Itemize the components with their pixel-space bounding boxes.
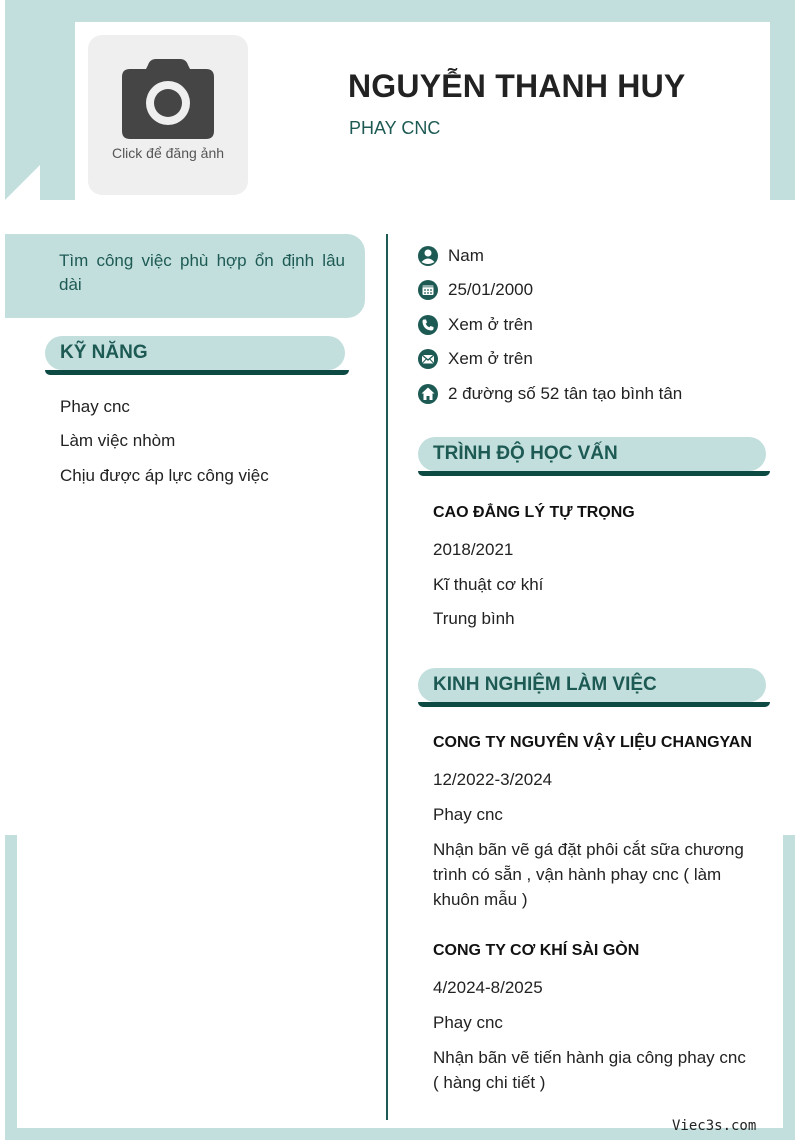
contact-phone — [417, 313, 533, 337]
job-description: Nhận bãn vẽ gá đặt phôi cắt sữa chương trình có sẵn , vận hành phay cnc ( làm khuôn mẫu ) — [433, 840, 744, 909]
job-period: 4/2024-8/2025 — [433, 978, 543, 997]
candidate-name: NGUYỄN THANH HUY — [348, 68, 686, 104]
camera-icon — [120, 57, 216, 141]
contact-birthday — [417, 278, 533, 302]
envelope-icon — [417, 348, 439, 370]
skill-item: Phay cnc — [60, 397, 130, 416]
career-objective: Tìm công việc phù hợp ổn định lâu dài — [5, 234, 365, 318]
job-period: 12/2022-3/2024 — [433, 770, 553, 789]
email-value: Xem ở trên — [448, 349, 533, 368]
contact-email — [417, 347, 533, 371]
skill-item: Làm việc nhòm — [60, 431, 176, 450]
address-value: 2 đường số 52 tân tạo bình tân — [448, 384, 683, 403]
birthday-value: 25/01/2000 — [448, 280, 534, 299]
phone-value: Xem ở trên — [448, 315, 533, 334]
job-position: Phay cnc — [433, 1013, 503, 1032]
frame-right-top — [770, 0, 795, 200]
company-name: CONG TY NGUYÊN VẬY LIỆU CHANGYAN — [433, 734, 752, 751]
photo-upload[interactable] — [88, 35, 248, 195]
job-description: Nhận bãn vẽ tiến hành gia công phay cnc ( hàng chi tiết ) — [433, 1048, 746, 1092]
contact-gender — [417, 244, 484, 268]
experience-heading: KINH NGHIỆM LÀM VIỆC — [418, 668, 766, 702]
contact-address — [417, 382, 682, 406]
skills-heading: KỸ NĂNG — [45, 336, 345, 370]
site-watermark: Viec3s.com — [672, 1118, 757, 1134]
column-divider — [386, 234, 388, 1120]
education-major: Kĩ thuật cơ khí — [433, 575, 544, 594]
education-grade: Trung bình — [433, 609, 515, 628]
job-title: PHAY CNC — [349, 118, 441, 138]
job-position: Phay cnc — [433, 805, 503, 824]
gender-value: Nam — [448, 246, 484, 265]
home-icon — [417, 383, 439, 405]
company-name: CONG TY CƠ KHÍ SÀI GÒN — [433, 942, 640, 959]
phone-icon — [417, 314, 439, 336]
user-icon — [417, 245, 439, 267]
education-heading: TRÌNH ĐỘ HỌC VẤN — [418, 437, 766, 471]
photo-caption: Click để đăng ảnh — [111, 145, 225, 161]
school-name: CAO ĐẲNG LÝ TỰ TRỌNG — [433, 504, 635, 521]
frame-corner-cut — [5, 165, 40, 200]
frame-right-bottom — [783, 835, 795, 1140]
skill-item: Chịu được áp lực công việc — [60, 466, 269, 485]
frame-top-bar — [5, 0, 795, 22]
calendar-icon — [417, 279, 439, 301]
education-period: 2018/2021 — [433, 540, 514, 559]
frame-left-bottom — [5, 835, 17, 1140]
